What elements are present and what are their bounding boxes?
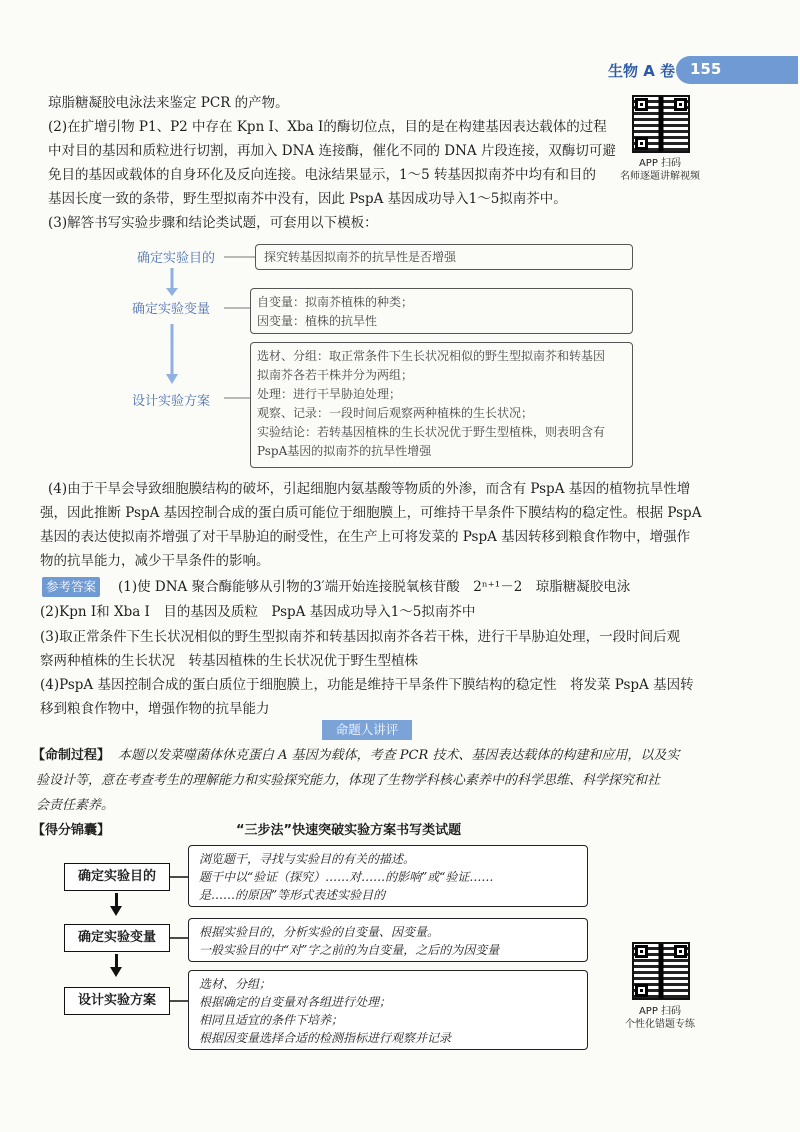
flow1-step-purpose: 确定实验目的 xyxy=(137,251,216,266)
flow2-box-purpose: 浏览题干，寻找与实验目的有关的描述。 题干中以“验证（探究）……对……的影响”或“验证…… 是……的原因”等形式表述实验目的 xyxy=(188,845,588,907)
flow1-arrows xyxy=(160,262,190,392)
answer-line: 察两种植株的生长状况 转基因植株的生长状况优于野生型植株 xyxy=(40,653,418,669)
text-line: (4)由于干旱会导致细胞膜结构的破坏，引起细胞内氨基酸等物质的外渗，而含有 PspA 基因的植物抗旱性增 xyxy=(48,481,691,497)
flow1-step-design: 设计实验方案 xyxy=(132,394,211,409)
text-line: 琼脂糖凝胶电泳法来鉴定 PCR 的产物。 xyxy=(48,95,289,111)
flow1-box-purpose: 探究转基因拟南芥的抗旱性是否增强 xyxy=(255,244,633,270)
answer-line: (1)使 DNA 聚合酶能够从引物的3′端开始连接脱氧核苷酸 2ⁿ⁺¹－2 琼脂糖凝胶电泳 xyxy=(118,579,631,595)
flow1-step-variables: 确定实验变量 xyxy=(132,302,211,317)
qr-bottom-caption: APP 扫码 个性化错题专练 xyxy=(625,1006,695,1030)
subject-title: 生物 A 卷 xyxy=(608,62,676,80)
flow2-arrow-head xyxy=(110,967,122,977)
answer-line: 移到粮食作物中，增强作物的抗旱能力 xyxy=(40,701,270,717)
flow1-box-variables: 自变量：拟南芥植株的种类； 因变量：植株的抗旱性 xyxy=(250,288,633,334)
text-line: 中对目的基因和质粒进行切割，再加入 DNA 连接酶，催化不同的 DNA 片段连接，双酶切可避 xyxy=(48,143,616,159)
process-line: 验设计等，意在考查考生的理解能力和实验探究能力，体现了生物学科核心素养中的科学思维、科学探究和社 xyxy=(36,773,661,788)
flow2-arrow-head xyxy=(110,906,122,916)
text-line: 免目的基因或载体的自身环化及反向连接。电泳结果显示，1～5 转基因拟南芥中均有和目的 xyxy=(48,167,596,183)
qr-top-caption: APP 扫码 名师逐题讲解视频 xyxy=(620,158,700,182)
page-number: 155 xyxy=(690,60,722,78)
flow2-step-variables: 确定实验变量 xyxy=(64,924,170,952)
process-line: 会责任素养。 xyxy=(36,798,115,813)
answer-line: (2)Kpn Ⅰ和 Xba Ⅰ 目的基因及质粒 PspA 基因成功导入1～5拟南芥中 xyxy=(40,604,476,620)
process-line: 本题以发菜噬菌体休克蛋白 A 基因为载体，考查 PCR 技术、基因表达载体的构建和应用，以及实 xyxy=(118,748,680,763)
flow1-box-design: 选材、分组：取正常条件下生长状况相似的野生型拟南芥和转基因 拟南芥各若干株并分为两组； 处理：进行干旱胁迫处理； 观察、记录：一段时间后观察两种植株的生长状况； 实验结论：若转基因植株的生长状况优于野生型植株，则表明含有 PspA基因的拟南芥的抗旱性增强 xyxy=(250,342,633,468)
process-label: 【命制过程】 xyxy=(32,748,111,763)
qr-code-top[interactable] xyxy=(632,95,690,153)
text-line: 物的抗旱能力，减少干旱条件的影响。 xyxy=(40,553,270,569)
text-line: (3)解答书写实验步骤和结论类试题，可套用以下模板： xyxy=(48,215,378,231)
flow2-step-design: 设计实验方案 xyxy=(64,987,170,1015)
flow2-box-variables: 根据实验目的，分析实验的自变量、因变量。 一般实验目的中“对”字之前的为自变量，之后的为因变量 xyxy=(188,918,588,962)
flow2-step-purpose: 确定实验目的 xyxy=(64,863,170,891)
text-line: 基因的表达使拟南芥增强了对干旱胁迫的耐受性，在生产上可将发菜的 PspA 基因转移到粮食作物中，增强作 xyxy=(40,529,691,545)
flow2-box-design: 选材、分组； 根据确定的自变量对各组进行处理； 相同且适宜的条件下培养； 根据因变量选择合适的检测指标进行观察并记录 xyxy=(188,970,588,1050)
tips-title: “三步法”快速突破实验方案书写类试题 xyxy=(236,823,462,838)
tips-label: 【得分锦囊】 xyxy=(32,823,111,838)
text-line: 强，因此推断 PspA 基因控制合成的蛋白质可能位于细胞膜上，可维持干旱条件下膜结构的稳定性。根据 PspA xyxy=(40,505,702,521)
qr-code-bottom[interactable] xyxy=(632,942,690,1000)
answer-badge: 参考答案 xyxy=(42,577,100,597)
text-line: 基因长度一致的条带，野生型拟南芥中没有，因此 PspA 基因成功导入1～5拟南芥中。 xyxy=(48,191,567,207)
text-line: (2)在扩增引物 P1、P2 中存在 Kpn Ⅰ、Xba Ⅰ的酶切位点，目的是在构建基因表达载体的过程 xyxy=(48,119,607,135)
commentary-band: 命题人讲评 xyxy=(322,720,412,740)
answer-line: (3)取正常条件下生长状况相似的野生型拟南芥和转基因拟南芥各若干株，进行干旱胁迫处理，一段时间后观 xyxy=(40,629,681,645)
answer-line: (4)PspA 基因控制合成的蛋白质位于细胞膜上，功能是维持干旱条件下膜结构的稳定性 将发菜 PspA 基因转 xyxy=(40,677,694,693)
